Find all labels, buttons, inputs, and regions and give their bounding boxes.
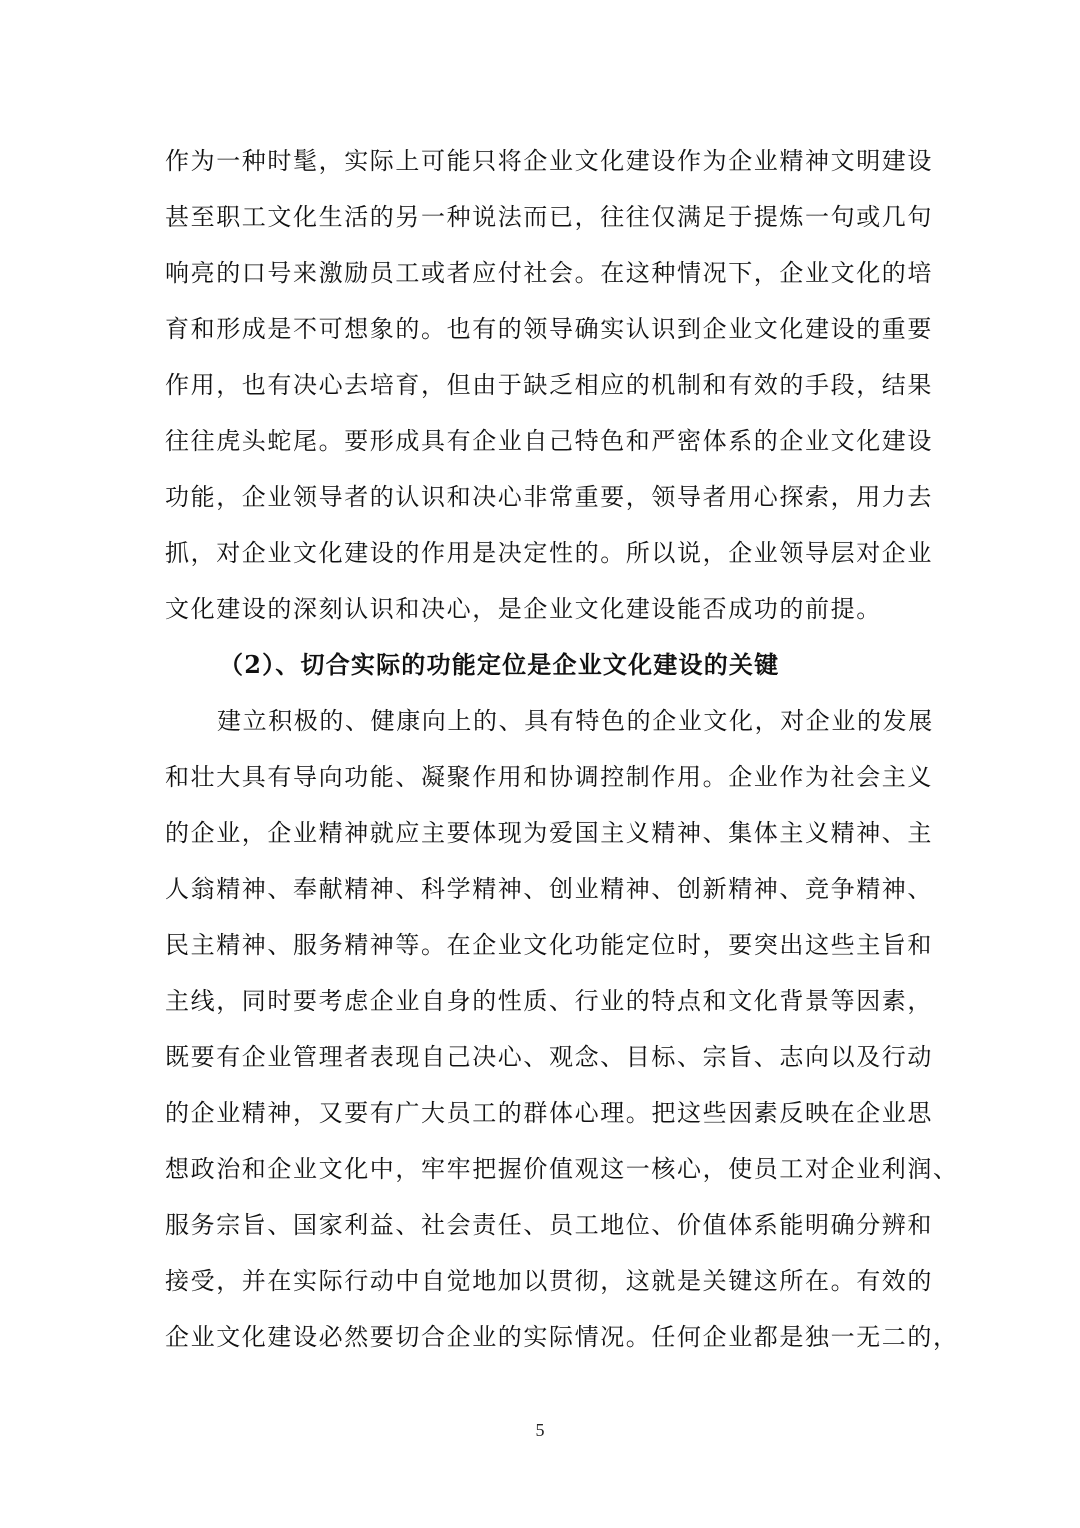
body-text-line: 抓，对企业文化建设的作用是决定性的。所以说，企业领导层对企业	[165, 539, 933, 567]
body-text-line: 育和形成是不可想象的。也有的领导确实认识到企业文化建设的重要	[165, 315, 933, 343]
body-text-line: 往往虎头蛇尾。要形成具有企业自己特色和严密体系的企业文化建设	[165, 427, 933, 455]
body-text-line: 人翁精神、奉献精神、科学精神、创业精神、创新精神、竞争精神、	[165, 875, 933, 903]
body-text-line: 的企业，企业精神就应主要体现为爱国主义精神、集体主义精神、主	[165, 819, 933, 847]
body-text-line: 服务宗旨、国家利益、社会责任、员工地位、价值体系能明确分辨和	[165, 1211, 933, 1239]
body-text-line: 功能，企业领导者的认识和决心非常重要，领导者用心探索，用力去	[165, 483, 933, 511]
page-number: 5	[535, 1420, 545, 1440]
body-text-line: 的企业精神，又要有广大员工的群体心理。把这些因素反映在企业思	[165, 1099, 933, 1127]
body-text-line: 响亮的口号来激励员工或者应付社会。在这种情况下，企业文化的培	[165, 259, 933, 287]
section-heading: （2）、切合实际的功能定位是企业文化建设的关键	[219, 650, 780, 679]
body-text-line: 接受，并在实际行动中自觉地加以贯彻，这就是关键这所在。有效的	[165, 1267, 933, 1295]
body-text-line: 既要有企业管理者表现自己决心、观念、目标、宗旨、志向以及行动	[165, 1043, 933, 1071]
paragraph-first-line: 建立积极的、健康向上的、具有特色的企业文化，对企业的发展	[217, 707, 934, 735]
body-text-line: 作为一种时髦，实际上可能只将企业文化建设作为企业精神文明建设	[165, 147, 933, 175]
body-text-line: 作用，也有决心去培育，但由于缺乏相应的机制和有效的手段，结果	[165, 371, 933, 399]
body-text-line: 企业文化建设必然要切合企业的实际情况。任何企业都是独一无二的，	[165, 1323, 959, 1351]
body-text-line: 和壮大具有导向功能、凝聚作用和协调控制作用。企业作为社会主义	[165, 763, 933, 791]
body-text-line: 想政治和企业文化中，牢牢把握价值观这一核心，使员工对企业利润、	[165, 1155, 959, 1183]
body-text-line: 主线，同时要考虑企业自身的性质、行业的特点和文化背景等因素，	[165, 987, 933, 1015]
body-text-line: 民主精神、服务精神等。在企业文化功能定位时，要突出这些主旨和	[165, 931, 933, 959]
body-text-line: 文化建设的深刻认识和决心，是企业文化建设能否成功的前提。	[165, 595, 882, 623]
body-text-line: 甚至职工文化生活的另一种说法而已，往往仅满足于提炼一句或几句	[165, 203, 933, 231]
